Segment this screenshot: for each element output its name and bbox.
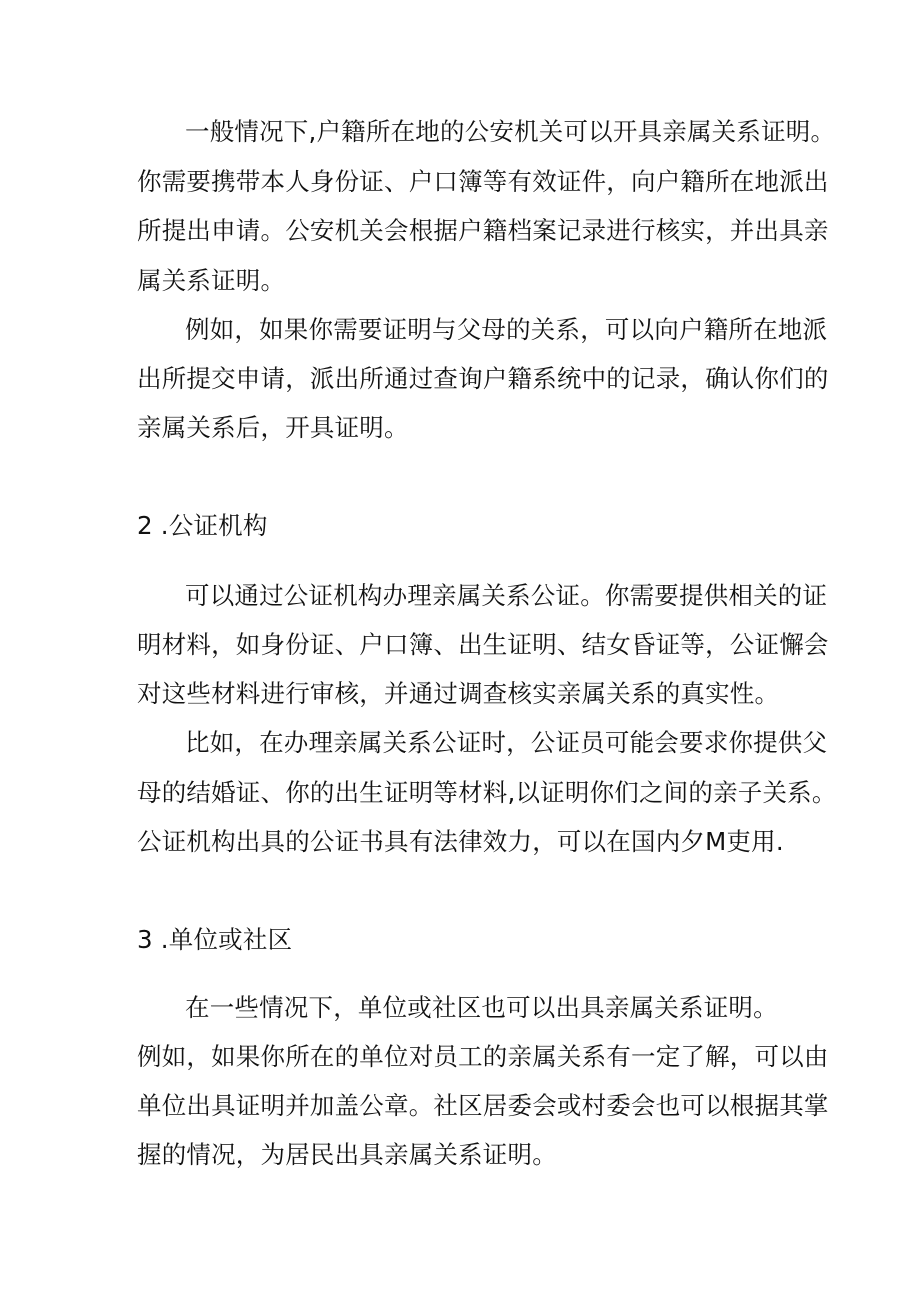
paragraph-line: 属关系证明。 bbox=[137, 266, 286, 295]
paragraph-line: 例如，如果你所在的单位对员工的亲属关系有一定了解，可以由 bbox=[137, 1042, 829, 1071]
paragraph-line: 例如，如果你需要证明与父母的关系，可以向户籍所在地派 bbox=[185, 315, 828, 344]
paragraph-line: 公证机构出具的公证书具有法律效力，可以在国内夕M吏用. bbox=[137, 827, 784, 856]
paragraph-line: 比如，在办理亲属关系公证时，公证员可能会要求你提供父 bbox=[185, 728, 828, 757]
paragraph-line: 对这些材料进行审核，并通过调查核实亲属关系的真实性。 bbox=[137, 679, 780, 708]
paragraph-line: 所提出申请。公安机关会根据户籍档案记录进行核实，并出具亲 bbox=[137, 216, 829, 245]
paragraph-line: 你需要携带本人身份证、户口簿等有效证件，向户籍所在地派出 bbox=[137, 167, 829, 196]
paragraph-line: 一般情况下,户籍所在地的公安机关可以开具亲属关系证明。 bbox=[185, 117, 836, 146]
paragraph-line: 出所提交申请，派出所通过查询户籍系统中的记录，确认你们的 bbox=[137, 364, 829, 393]
paragraph-line: 握的情况，为居民出具亲属关系证明。 bbox=[137, 1140, 557, 1169]
paragraph-line: 可以通过公证机构办理亲属关系公证。你需要提供相关的证 bbox=[185, 581, 828, 610]
section-heading: 3 .单位或社区 bbox=[137, 925, 293, 954]
paragraph-line: 单位出具证明并加盖公章。社区居委会或村委会也可以根据其掌 bbox=[137, 1091, 829, 1120]
paragraph-line: 明材料，如身份证、户口簿、出生证明、结女昏证等，公证懈会 bbox=[137, 630, 829, 659]
paragraph-line: 在一些情况下，单位或社区也可以出具亲属关系证明。 bbox=[185, 993, 778, 1022]
paragraph-line: 母的结婚证、你的出生证明等材料,以证明你们之间的亲子关系。 bbox=[137, 778, 837, 807]
paragraph-line: 亲属关系后，开具证明。 bbox=[137, 413, 409, 442]
section-heading: 2 .公证机构 bbox=[137, 511, 268, 540]
